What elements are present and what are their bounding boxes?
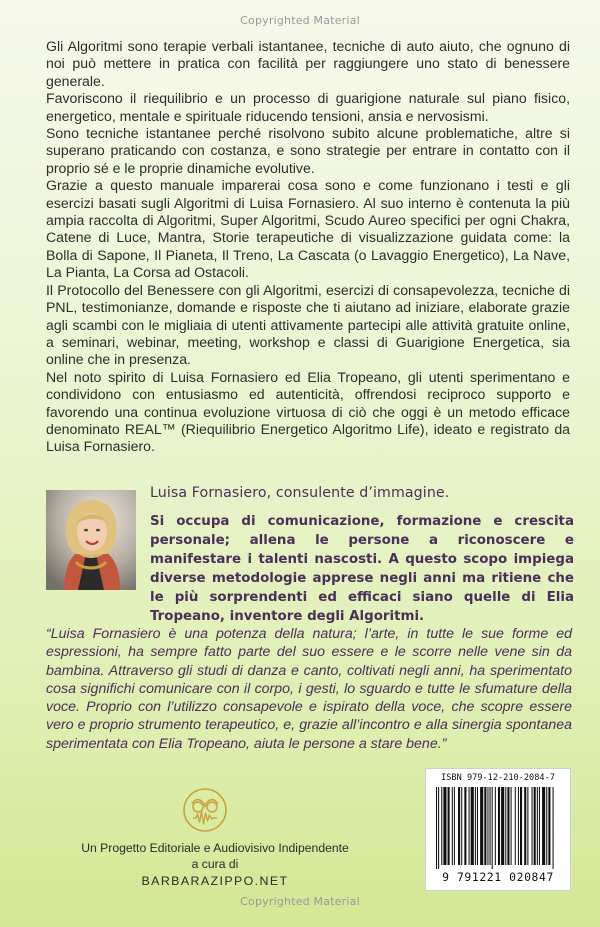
barcode-bar: [534, 787, 536, 865]
barcode-bar: [527, 787, 528, 865]
author-photo: [46, 490, 136, 590]
barcode-bar: [515, 787, 516, 865]
barcode-bar: [539, 787, 540, 865]
barcode-bar: [443, 787, 446, 865]
barcode-bar: [490, 787, 491, 865]
publisher-info: [20, 840, 410, 890]
publisher-line-1: Un Progetto Editoriale e Audiovisivo Indipendente: [81, 841, 349, 855]
author-name: Luisa Fornasiero, consulente d’immagine.: [150, 485, 450, 501]
description-paragraph-2: Favoriscono il riequilibrio e un processo di guarigione naturale sul piano fisico, energetico, mentale e spirituale riducendo tensioni, ansia e nervosismi.: [46, 90, 570, 124]
barcode-bar: [480, 787, 483, 865]
barcode-bar: [441, 787, 442, 865]
barcode-bar: [553, 787, 554, 869]
description-paragraph-6: Nel noto spirito di Luisa Fornasiero ed Elia Tropeano, gli utenti sperimentano e condividono con entusiasmo ed autenticità, offrendosi reciproco supporto e favorendo una continua evoluzione virtuosa di ciò che oggi è un metodo efficace denominato REAL™ (Riequilibrio Energetico Algoritmo Life), ideato e registrato da Luisa Fornasiero.: [46, 368, 570, 455]
barcode-bar: [498, 787, 500, 865]
barcode-bar: [471, 787, 474, 865]
barcode-bar: [487, 787, 488, 865]
barcode-bar: [542, 787, 545, 865]
barcode-bar: [548, 787, 550, 865]
watermark-top: Copyrighted Material: [240, 14, 360, 27]
barcode-bar: [458, 787, 460, 865]
barcode-bar: [475, 787, 476, 865]
description-paragraph-1: Gli Algoritmi sono terapie verbali istantanee, tecniche di auto aiuto, che ognuno di noi può mettere in pratica con facilità per raggiungere uno stato di benessere generale.: [46, 38, 570, 89]
barcode-bar: [477, 787, 478, 865]
publisher-line-2: a cura di: [191, 857, 239, 871]
barcode-bar: [448, 787, 450, 865]
barcode-bar: [461, 787, 462, 865]
barbarazippo-logo-icon: [182, 787, 228, 833]
publisher-website: BARBARAZIPPO.NET: [141, 874, 289, 888]
barcode-bar: [436, 787, 437, 869]
author-description: Si occupa di comunicazione, formazione e crescita personale; allena le persone a riconoscere e manifestare i talenti nascosti. A questo scopo impiega diverse metodologie apprese negli anni ma ritiene che le più sorprendenti ed efficaci siano quelle di Elia Tropeano, inventore degli Algoritmi.: [150, 514, 574, 624]
isbn-label: ISBN 979-12-210-2084-7: [441, 773, 555, 783]
barcode-bar: [438, 787, 439, 869]
barcode-digits: 9 791221 020847: [442, 870, 554, 884]
barcode-bar: [469, 787, 470, 865]
barcode-bar: [454, 787, 455, 865]
author-quote: “Luisa Fornasiero è una potenza della natura; l’arte, in tutte le sue forme ed espressioni, ha sempre fatto parte del suo essere e le scorre nelle vene sin da bambina. Attraverso gli studi di danza e canto, coltivati negli anni, ha sperimentato cosa significhi comunicare con il corpo, i gesti, lo sguardo e tutte le sfumature della voce. Proprio con l’utilizzo consapevole e ispirato della voce, che scopre essere vero e proprio strumento terapeutico, e, grazie all’incontro e alla sinergia spontanea sperimentata con Elia Tropeano, aiuta le persone a stare bene.”: [46, 626, 572, 752]
back-cover-description: [46, 38, 570, 456]
barcode-bars: [434, 787, 562, 869]
barcode-bar: [484, 787, 486, 865]
barcode-bar: [501, 787, 504, 865]
barcode-bar: [452, 787, 453, 865]
description-paragraph-4: Grazie a questo manuale imparerai cosa sono e come funzionano i testi e gli esercizi basati sugli Algoritmi di Luisa Fornasiero. Al suo interno è contenuta la più ampia raccolta di Algoritmi, Super Algoritmi, Scudo Aureo specifici per ogni Chakra, Catene di Luce, Mantra, Storie terapeutiche di visualizzazione guidata come: la Bolla di Sapone, Il Pianeta, Il Treno, La Cascata (o Lavaggio Energetico), La Nave, La Pianta, La Corsa ad Ostacoli.: [46, 177, 570, 281]
barcode-bar: [520, 787, 522, 865]
isbn-barcode: [425, 768, 571, 891]
barcode-bar: [495, 787, 496, 865]
barcode-bar: [537, 787, 538, 865]
barcode-bar: [464, 787, 466, 865]
barcode-bar: [507, 787, 509, 865]
barcode-bar: [524, 787, 526, 865]
description-paragraph-5: Il Protocollo del Benessere con gli Algoritmi, esercizi di consapevolezza, tecniche di PNL, testimonianze, domande e risposte che ti aiutano ad iniziare, elaborate grazie agli scambi con le migliaia di utenti attivamente partecipi alle attività gratuite online, a seminari, webinar, meeting, workshop e classi di Guarigione Energetica, sia online che in presenza.: [46, 281, 570, 368]
watermark-bottom: Copyrighted Material: [240, 895, 360, 908]
barcode-bar: [492, 787, 493, 869]
barcode-bar: [532, 787, 533, 865]
barcode-bar: [511, 787, 512, 865]
description-paragraph-3: Sono tecniche istantanee perché risolvono subito alcune problematiche, altre si superano praticando con costanza, e sono strategie per entrare in contatto con il proprio sé e le proprie dinamiche evolutive.: [46, 125, 570, 176]
author-portrait: [46, 490, 136, 590]
author-bio: [150, 485, 574, 626]
barcode-bar: [505, 787, 506, 865]
barcode-bar: [518, 787, 519, 865]
barcode-bar: [546, 787, 547, 865]
